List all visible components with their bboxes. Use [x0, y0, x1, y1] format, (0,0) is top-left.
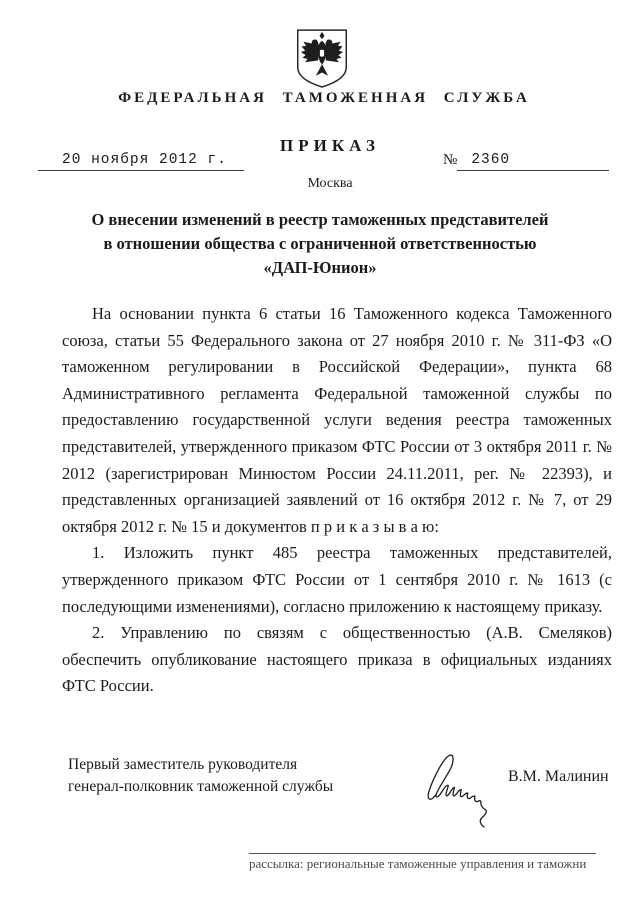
document-type-title: ПРИКАЗ [280, 136, 380, 155]
signer-position-line: генерал-полковник таможенной службы [68, 777, 334, 795]
order-title [30, 208, 610, 280]
signer-position [68, 754, 333, 798]
distribution-note: рассылка: региональные таможенные управления и таможни [249, 853, 596, 872]
order-number: 2360 [457, 152, 609, 171]
order-body [62, 301, 612, 700]
order-date: 20 ноября 2012 г. [38, 152, 244, 171]
document-header [0, 0, 640, 196]
order-title-line: «ДАП-Юнион» [263, 258, 377, 277]
russian-coat-of-arms-icon [294, 28, 350, 90]
order-number-field [443, 152, 609, 171]
preamble-paragraph: На основании пункта 6 статьи 16 Таможенного кодекса Таможенного союза, статьи 55 Федерального закона от 27 ноября 2010 г. № 311-ФЗ «О таможенном регулировании в Российской Федерации», пункта 68 Административного регламента Федеральной таможенной службы по предоставлению государственной услуги ведения реестра таможенных представителей, утвержденного приказом ФТС России от 3 октября 2011 г. № 2012 (зарегистрирован Минюстом России 24.11.2011, рег. № 22393), и представленных организацией заявлений от 16 октября 2012 г. № 7, от 29 октября 2012 г. № 15 и документов п р и к а з ы в а ю: [62, 304, 612, 536]
signer-position-line: Первый заместитель руководителя [68, 755, 298, 773]
signer-name: В.М. Малинин [508, 767, 609, 785]
order-item-1: 1. Изложить пункт 485 реестра таможенных представителей, утвержденного приказом ФТС России от 1 сентября 2010 г. № 1613 (с последующими изменениями), согласно приложению к настоящему приказу. [62, 543, 612, 616]
number-sign: № [443, 152, 458, 168]
signature-block [0, 746, 640, 846]
agency-name: ФЕДЕРАЛЬНАЯ ТАМОЖЕННАЯ СЛУЖБА [118, 90, 530, 106]
order-title-line: в отношении общества с ограниченной ответственностью [103, 234, 537, 253]
handwritten-signature-icon [424, 746, 500, 838]
order-title-line: О внесении изменений в реестр таможенных представителей [91, 210, 549, 229]
order-item-2: 2. Управлению по связям с общественностью (А.В. Смеляков) обеспечить опубликование настоящего приказа в официальных изданиях ФТС России. [62, 623, 612, 696]
issuing-city: Москва [307, 176, 353, 191]
